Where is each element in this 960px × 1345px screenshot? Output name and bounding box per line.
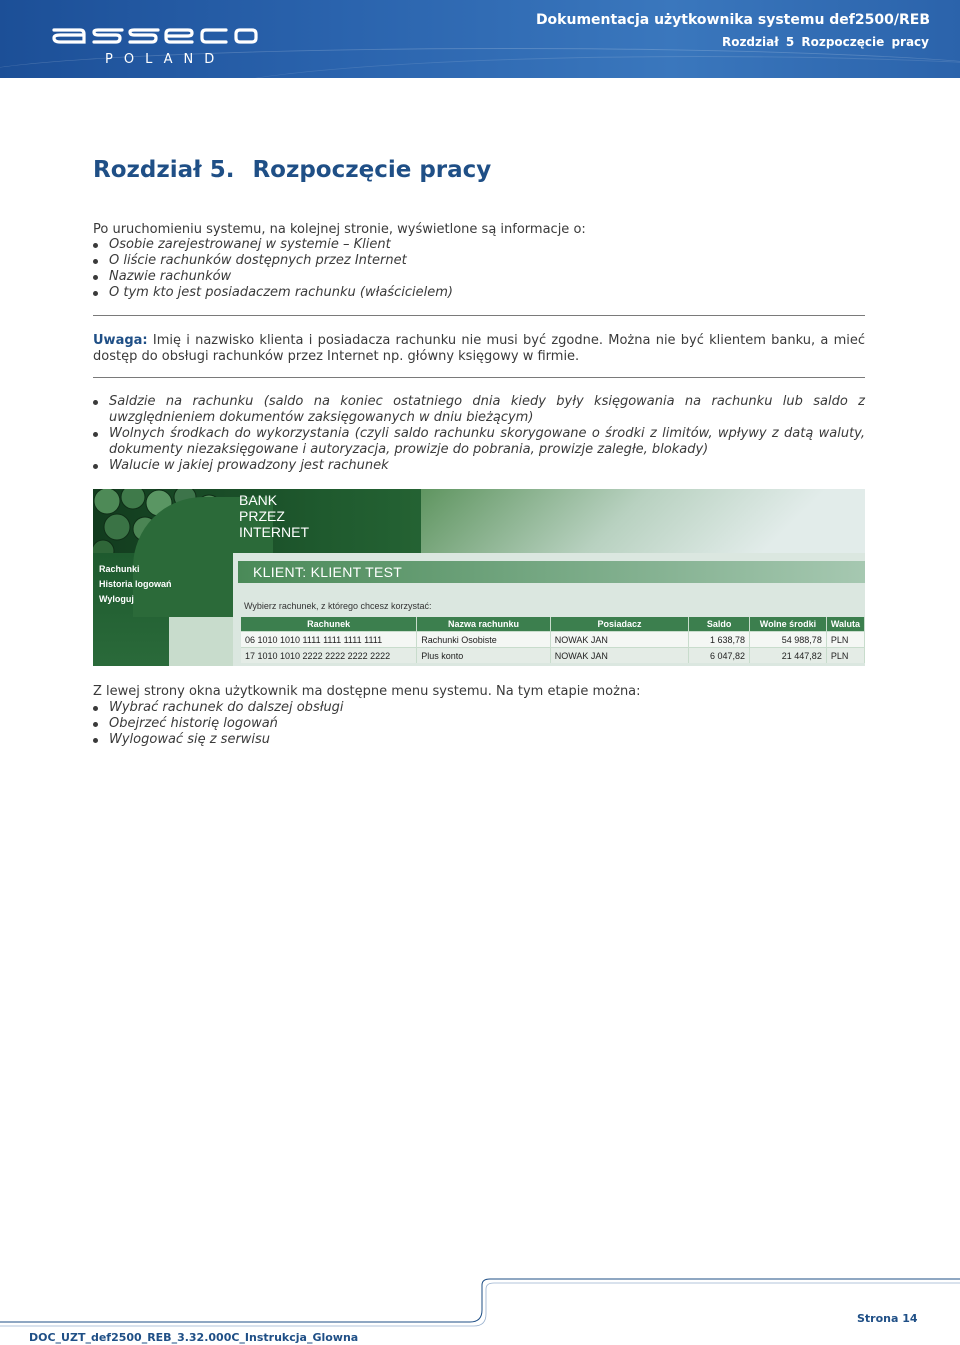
choose-account-prompt: Wybierz rachunek, z którego chcesz korzystać: — [244, 601, 432, 611]
list-item: Obejrzeć historię logowań — [93, 716, 344, 732]
column-header: Posiadacz — [550, 617, 688, 632]
menu-item-rachunki[interactable]: Rachunki — [99, 564, 140, 574]
menu-description: Z lewej strony okna użytkownik ma dostępne menu systemu. Na tym etapie można: — [93, 684, 641, 699]
client-banner: KLIENT: KLIENT TEST — [238, 561, 865, 583]
page-header — [0, 0, 960, 78]
list-item: Nazwie rachunków — [93, 269, 453, 285]
table-row[interactable] — [241, 648, 865, 664]
info-list — [93, 237, 453, 301]
currency: PLN — [826, 632, 864, 648]
divider — [93, 315, 865, 316]
list-item: Walucie w jakiej prowadzony jest rachunek — [93, 458, 865, 474]
chapter-reference: Rozdział 5 Rozpoczęcie pracy — [721, 35, 929, 49]
currency: PLN — [826, 648, 864, 664]
logo-subtitle: POLAND — [105, 52, 226, 67]
account-owner: NOWAK JAN — [550, 648, 688, 664]
list-item: O tym kto jest posiadaczem rachunku (właścicielem) — [93, 285, 453, 301]
asseco-logo — [50, 22, 260, 46]
account-number[interactable]: 17 1010 1010 2222 2222 2222 2222 — [241, 648, 417, 664]
bank-title — [239, 492, 309, 540]
column-header: Waluta — [826, 617, 864, 632]
column-header: Wolne środki — [750, 617, 827, 632]
divider — [93, 377, 865, 378]
note-box — [93, 333, 865, 365]
list-item: Wolnych środkach do wykorzystania (czyli saldo rachunku skorygowane o środki z limitów, wpływy z datą waluty, dokumenty niezaksięgowane i autoryzacja, prowizje do pobrania, prowizje zaległe, blokady) — [93, 426, 865, 458]
account-owner: NOWAK JAN — [550, 632, 688, 648]
actions-list — [93, 700, 344, 748]
account-name: Plus konto — [417, 648, 550, 664]
document-title: Dokumentacja użytkownika systemu def2500/REB — [535, 12, 930, 28]
intro-text: Po uruchomieniu systemu, na kolejnej stronie, wyświetlone są informacje o: — [93, 222, 586, 237]
account-balance: 1 638,78 — [689, 632, 750, 648]
list-item: Wybrać rachunek do dalszej obsługi — [93, 700, 344, 716]
note-label: Uwaga: — [93, 333, 148, 348]
menu-item-historia[interactable]: Historia logowań — [99, 579, 172, 589]
list-item: Osobie zarejestrowanej w systemie – Klient — [93, 237, 453, 253]
bank-top-graphic — [421, 489, 865, 553]
column-header: Nazwa rachunku — [417, 617, 550, 632]
column-header: Rachunek — [241, 617, 417, 632]
bank-title-line: BANK — [239, 492, 278, 508]
page-number: Strona 14 — [857, 1312, 918, 1325]
accounts-table — [241, 617, 865, 663]
list-item: Saldzie na rachunku (saldo na koniec ostatniego dnia kiedy były księgowania na rachunku lub saldo z uwzględnieniem dokumentów zaksięgowanych w dniu bieżącym) — [93, 394, 865, 426]
note-text: Imię i nazwisko klienta i posiadacza rachunku nie musi być zgodne. Można nie być klientem banku, a mieć dostęp do obsługi rachunków przez Internet np. główny księgowy w firmie. — [93, 333, 865, 364]
chapter-title: Rozpoczęcie pracy — [252, 157, 492, 183]
bank-title-line: PRZEZ — [239, 508, 285, 524]
footer-document-id: DOC_UZT_def2500_REB_3.32.000C_Instrukcja_Glowna — [29, 1331, 359, 1344]
chapter-heading — [93, 157, 491, 183]
account-name: Rachunki Osobiste — [417, 632, 550, 648]
table-row[interactable] — [241, 632, 865, 648]
bank-screenshot — [93, 489, 865, 666]
account-number[interactable]: 06 1010 1010 1111 1111 1111 1111 — [241, 632, 417, 648]
chapter-number: Rozdział 5. — [93, 157, 235, 183]
menu-item-wyloguj[interactable]: Wyloguj — [99, 594, 134, 604]
available-funds: 21 447,82 — [750, 648, 827, 664]
bank-title-line: INTERNET — [239, 524, 309, 540]
list-item: O liście rachunków dostępnych przez Internet — [93, 253, 453, 269]
account-balance: 6 047,82 — [689, 648, 750, 664]
column-header: Saldo — [689, 617, 750, 632]
available-funds: 54 988,78 — [750, 632, 827, 648]
details-list — [93, 394, 865, 474]
list-item: Wylogować się z serwisu — [93, 732, 344, 748]
